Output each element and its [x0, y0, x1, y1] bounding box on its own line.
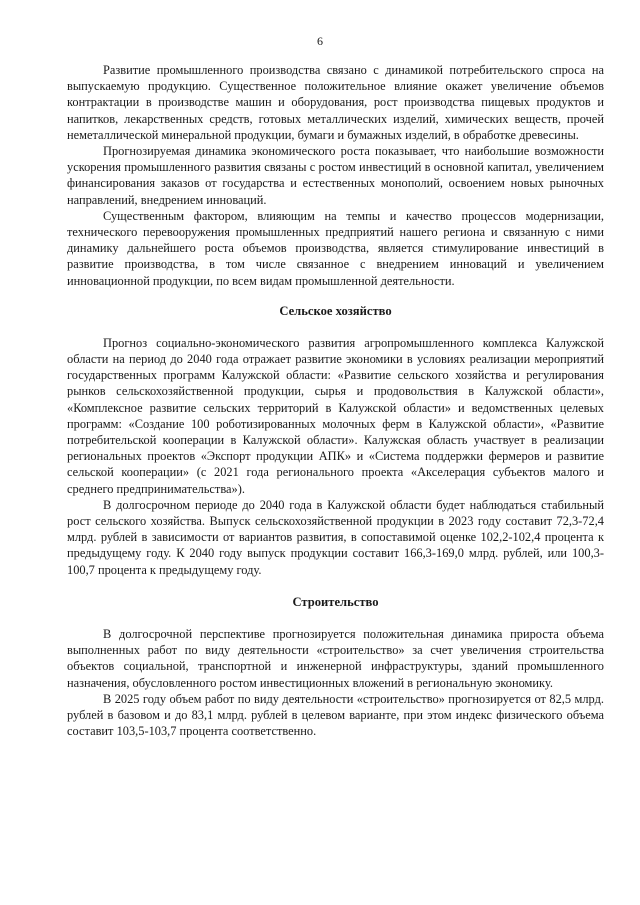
- paragraph: Существенным фактором, влияющим на темпы и качество процессов модернизации, технического перевооружения промышленных предприятий нашего региона и связанную с ними динамику дальнейшего роста объемов производства, является стимулирование инвестиций в развитие производства, в том числе связанное с внедрением инноваций и увеличением инновационной продукции, по всем видам промышленной деятельности.: [67, 208, 604, 288]
- paragraph: Развитие промышленного производства связано с динамикой потребительского спроса на выпускаемую продукцию. Существенное положительное влияние окажет увеличение объемов контрактации в производстве машин и оборудования, рост производства пищевых продуктов и напитков, лекарственных средств, готовых металлических изделий, химических веществ, прочей неметаллической минеральной продукции, бумаги и бумажных изделий, в обработке древесины.: [67, 63, 604, 142]
- paragraph: В 2025 году объем работ по виду деятельности «строительство» прогнозируется от 82,5 млрд. рублей в базовом и до 83,1 млрд. рублей в целевом варианте, при этом индекс физического объема составит 103,5-103,7 процента соответственно.: [67, 691, 604, 739]
- paragraph: Прогнозируемая динамика экономического роста показывает, что наибольшие возможности ускорения промышленного развития связаны с ростом инвестиций в основной капитал, увеличением финансирования заказов от государства и естественных монополий, освоением новых рыночных направлений, внедрением инноваций.: [67, 144, 604, 207]
- section-heading-agriculture: Сельское хозяйство: [279, 303, 392, 318]
- page-number: 6: [317, 34, 323, 48]
- paragraph: В долгосрочной перспективе прогнозируется положительная динамика прироста объема выполненных работ по виду деятельности «строительство» за счет увеличения строительства объектов социальной, транспортной и инженерной инфраструктуры, зданий промышленного назначения, обусловленного ростом инвестиционных вложений в региональную экономику.: [67, 626, 604, 690]
- paragraph: Прогноз социально-экономического развития агропромышленного комплекса Калужской области на период до 2040 года отражает развитие экономики в условиях реализации мероприятий государственных программ Калужской области: «Развитие сельского хозяйства и регулирования рынков сельскохозяйственной продукции, сырья и продовольствия в Калужской области», «Комплексное развитие сельских территорий в Калужской области» и ведомственных целевых программ: «Создание 100 роботизированных молочных ферм в Калужской области», «Развитие потребительской кооперации в Калужской области». Калужская область участвует в реализации региональных проектов «Экспорт продукции АПК» и «Система поддержки фермеров и развитие сельской кооперации» (с 2021 года регионального проекта «Акселерация субъектов малого и среднего предпринимательства»).: [67, 335, 604, 496]
- section-heading-construction: Строительство: [292, 594, 379, 609]
- document-body: [67, 62, 604, 739]
- paragraph: В долгосрочном периоде до 2040 года в Калужской области будет наблюдаться стабильный рост сельского хозяйства. Выпуск сельскохозяйственной продукции в 2023 году составит 72,3-72,4 млрд. рублей в зависимости от вариантов развития, в сопоставимой оценке 102,2-102,4 процента к предыдущему году. К 2040 году выпуск продукции составит 166,3-169,0 млрд. рублей, или 100,3-100,7 процента к предыдущему году.: [67, 497, 604, 577]
